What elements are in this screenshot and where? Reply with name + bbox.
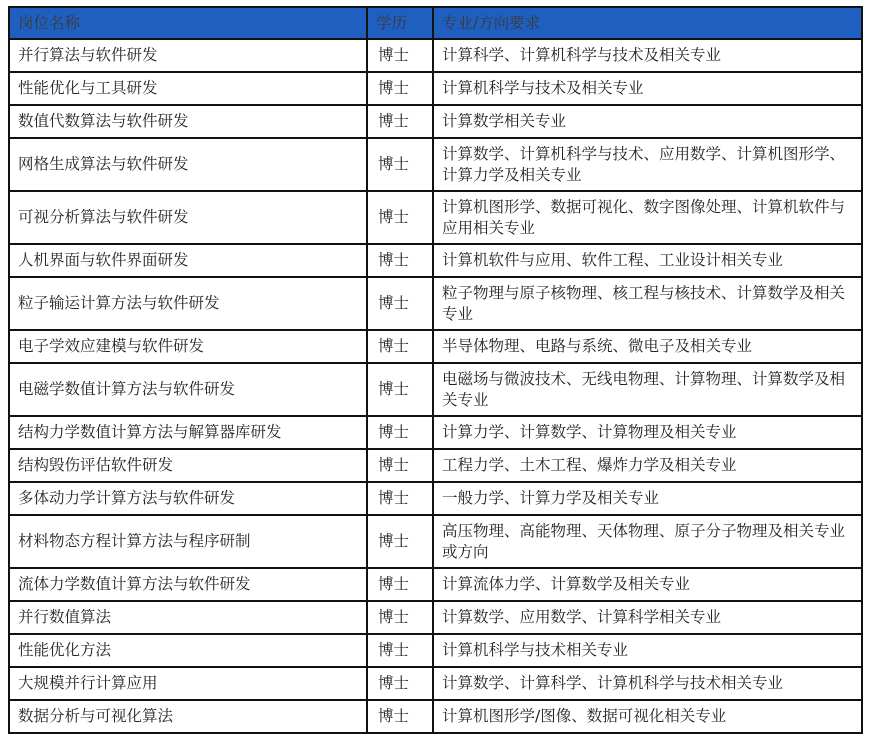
header-degree: 学历 <box>367 7 433 39</box>
table-header <box>9 7 862 39</box>
cell-position: 数值代数算法与软件研发 <box>9 105 367 138</box>
cell-major: 计算数学、计算科学、计算机科学与技术相关专业 <box>433 667 862 700</box>
cell-position: 结构力学数值计算方法与解算器库研发 <box>9 416 367 449</box>
cell-degree: 博士 <box>367 515 433 568</box>
cell-degree: 博士 <box>367 634 433 667</box>
header-major: 专业/方向要求 <box>433 7 862 39</box>
cell-position: 大规模并行计算应用 <box>9 667 367 700</box>
table-row <box>9 39 862 72</box>
table-row <box>9 363 862 416</box>
cell-major: 粒子物理与原子核物理、核工程与核技术、计算数学及相关专业 <box>433 277 862 330</box>
cell-major: 高压物理、高能物理、天体物理、原子分子物理及相关专业或方向 <box>433 515 862 568</box>
recruitment-table <box>8 6 863 734</box>
cell-position: 粒子输运计算方法与软件研发 <box>9 277 367 330</box>
cell-degree: 博士 <box>367 277 433 330</box>
cell-degree: 博士 <box>367 568 433 601</box>
cell-degree: 博士 <box>367 191 433 244</box>
cell-major: 计算机软件与应用、软件工程、工业设计相关专业 <box>433 244 862 277</box>
cell-major: 半导体物理、电路与系统、微电子及相关专业 <box>433 330 862 363</box>
cell-position: 性能优化与工具研发 <box>9 72 367 105</box>
cell-degree: 博士 <box>367 416 433 449</box>
cell-degree: 博士 <box>367 39 433 72</box>
table-row <box>9 482 862 515</box>
cell-major: 计算流体力学、计算数学及相关专业 <box>433 568 862 601</box>
cell-degree: 博士 <box>367 105 433 138</box>
cell-degree: 博士 <box>367 244 433 277</box>
cell-position: 可视分析算法与软件研发 <box>9 191 367 244</box>
cell-major: 计算机图形学、数据可视化、数字图像处理、计算机软件与应用相关专业 <box>433 191 862 244</box>
table-row <box>9 568 862 601</box>
cell-major: 计算力学、计算数学、计算物理及相关专业 <box>433 416 862 449</box>
cell-position: 网格生成算法与软件研发 <box>9 138 367 191</box>
cell-major: 计算数学相关专业 <box>433 105 862 138</box>
header-position: 岗位名称 <box>9 7 367 39</box>
cell-position: 材料物态方程计算方法与程序研制 <box>9 515 367 568</box>
cell-major: 计算科学、计算机科学与技术及相关专业 <box>433 39 862 72</box>
cell-degree: 博士 <box>367 601 433 634</box>
cell-degree: 博士 <box>367 330 433 363</box>
cell-major: 电磁场与微波技术、无线电物理、计算物理、计算数学及相关专业 <box>433 363 862 416</box>
cell-position: 结构毁伤评估软件研发 <box>9 449 367 482</box>
cell-major: 计算机图形学/图像、数据可视化相关专业 <box>433 700 862 733</box>
table-row <box>9 244 862 277</box>
table-row <box>9 105 862 138</box>
cell-position: 多体动力学计算方法与软件研发 <box>9 482 367 515</box>
cell-major: 一般力学、计算力学及相关专业 <box>433 482 862 515</box>
cell-major: 工程力学、土木工程、爆炸力学及相关专业 <box>433 449 862 482</box>
table-row <box>9 330 862 363</box>
table-row <box>9 634 862 667</box>
cell-position: 流体力学数值计算方法与软件研发 <box>9 568 367 601</box>
cell-degree: 博士 <box>367 482 433 515</box>
table-row <box>9 515 862 568</box>
table-row <box>9 667 862 700</box>
cell-position: 数据分析与可视化算法 <box>9 700 367 733</box>
table-row <box>9 601 862 634</box>
cell-degree: 博士 <box>367 363 433 416</box>
table-row <box>9 700 862 733</box>
recruitment-table-container <box>8 6 863 734</box>
cell-position: 电磁学数值计算方法与软件研发 <box>9 363 367 416</box>
cell-major: 计算机科学与技术及相关专业 <box>433 72 862 105</box>
cell-position: 并行算法与软件研发 <box>9 39 367 72</box>
cell-major: 计算机科学与技术相关专业 <box>433 634 862 667</box>
cell-major: 计算数学、计算机科学与技术、应用数学、计算机图形学、计算力学及相关专业 <box>433 138 862 191</box>
cell-degree: 博士 <box>367 138 433 191</box>
cell-position: 并行数值算法 <box>9 601 367 634</box>
header-row <box>9 7 862 39</box>
cell-degree: 博士 <box>367 667 433 700</box>
cell-degree: 博士 <box>367 72 433 105</box>
table-row <box>9 416 862 449</box>
table-row <box>9 277 862 330</box>
cell-degree: 博士 <box>367 700 433 733</box>
cell-position: 人机界面与软件界面研发 <box>9 244 367 277</box>
cell-position: 性能优化方法 <box>9 634 367 667</box>
cell-major: 计算数学、应用数学、计算科学相关专业 <box>433 601 862 634</box>
table-row <box>9 449 862 482</box>
table-row <box>9 138 862 191</box>
cell-degree: 博士 <box>367 449 433 482</box>
table-row <box>9 191 862 244</box>
table-body <box>9 39 862 733</box>
cell-position: 电子学效应建模与软件研发 <box>9 330 367 363</box>
table-row <box>9 72 862 105</box>
